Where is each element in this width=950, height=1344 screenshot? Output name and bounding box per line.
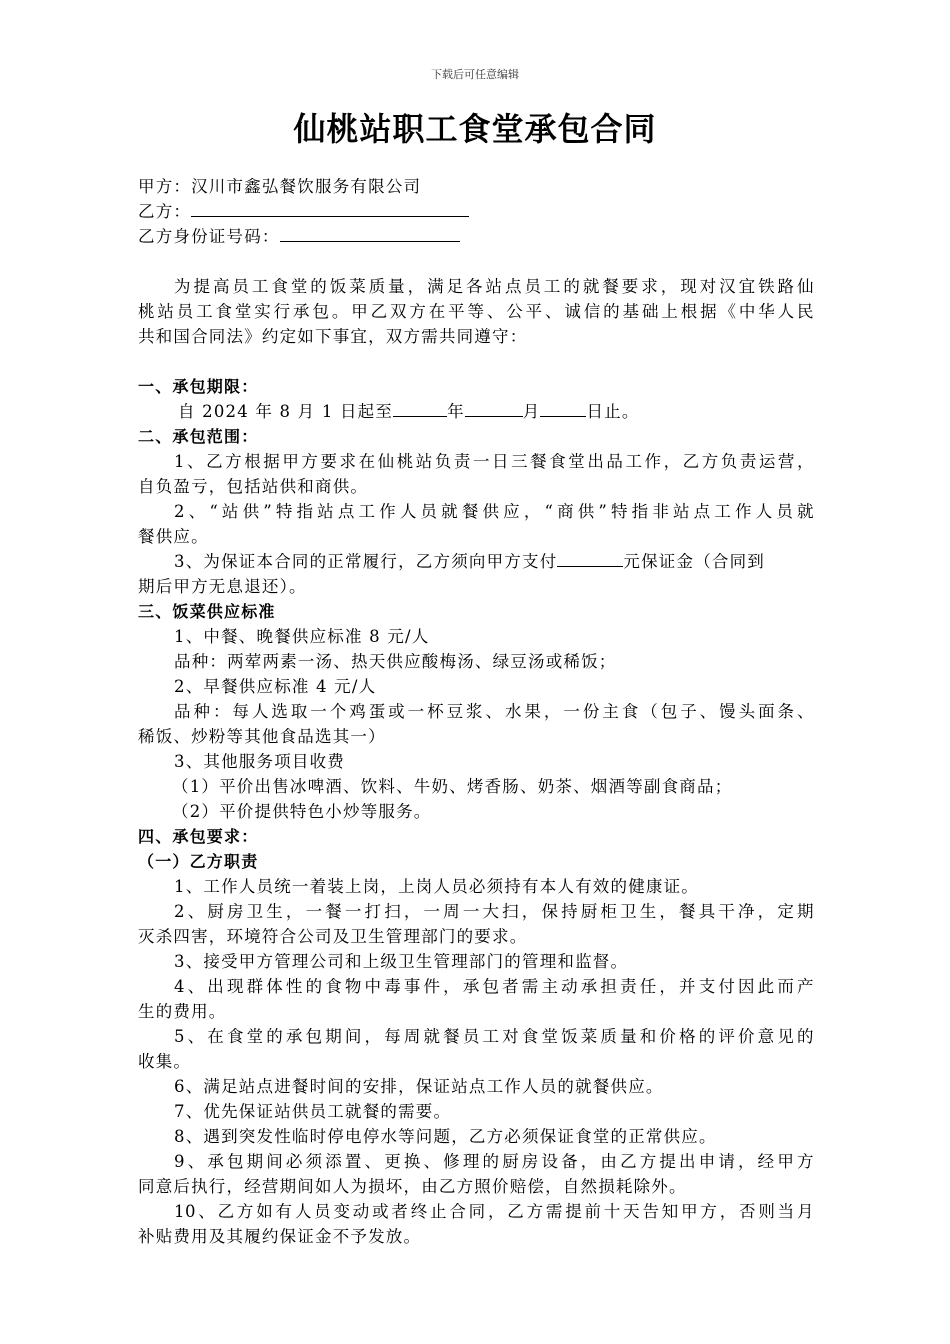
duty-item-cont: 生的费用。 [138,1002,227,1021]
party-b-id [138,224,814,249]
deposit-blank[interactable] [557,549,623,567]
party-b-blank[interactable] [191,199,469,217]
section-2-title: 二、承包范围： [138,427,259,446]
term-year-blank[interactable] [393,399,447,417]
party-b [138,199,814,224]
intro-line: 桃站员工食堂实行承包。甲乙双方在平等、公平、诚信的基础上根据《中华人民 [138,302,814,321]
section-3-title: 三、饭菜供应标准 [138,602,276,621]
intro-line: 为提高员工食堂的饭菜质量，满足各站点员工的就餐要求，现对汉宜铁路仙 [174,277,814,296]
duty-item-cont: 收集。 [138,1052,192,1071]
other-service-item: （2）平价提供特色小炒等服务。 [172,802,432,821]
duty-item-cont: 补贴费用及其履约保证金不予发放。 [138,1227,422,1246]
duty-item: 2、厨房卫生，一餐一打扫，一周一大扫，保持厨柜卫生，餐具干净，定期 [174,902,814,921]
duty-item: 9、承包期间必须添置、更换、修理的厨房设备，由乙方提出申请，经甲方 [174,1152,814,1171]
header-note: 下载后可任意编辑 [431,68,519,81]
duty-item: 3、接受甲方管理公司和上级卫生管理部门的管理和监督。 [174,952,629,971]
scope-item-2: 2、“站供”特指站点工作人员就餐供应，“商供”特指非站点工作人员就 [174,502,814,521]
intro-line: 共和国合同法》约定如下事宜，双方需共同遵守： [138,327,528,346]
standard-line: 2、早餐供应标准 4 元/人 [174,677,377,696]
duty-item: 10、乙方如有人员变动或者终止合同，乙方需提前十天告知甲方，否则当月 [174,1202,814,1221]
term-line: 自 2024 年 8 月 1 日起至 年 月 日止。 [138,399,814,424]
duty-item: 8、遇到突发性临时停电停水等问题，乙方必须保证食堂的正常供应。 [174,1127,717,1146]
document-title: 仙桃站职工食堂承包合同 [293,110,657,148]
document-body [138,174,814,1249]
duty-item: 1、工作人员统一着装上岗，上岗人员必须持有本人有效的健康证。 [174,877,699,896]
duty-item: 5、在食堂的承包期间，每周就餐员工对食堂饭菜质量和价格的评价意见的 [174,1027,814,1046]
intro-paragraph [138,274,814,349]
duty-item-cont: 同意后执行，经营期间如人为损坏，由乙方照价赔偿，自然损耗除外。 [138,1177,687,1196]
scope-item-1: 1、乙方根据甲方要求在仙桃站负责一日三餐食堂出品工作，乙方负责运营， [174,452,814,471]
other-service-item: （1）平价出售冰啤酒、饮料、牛奶、烤香肠、奶茶、烟酒等副食商品； [172,777,733,796]
party-b-id-blank[interactable] [280,224,460,242]
duty-item-cont: 灭杀四害，环境符合公司及卫生管理部门的要求。 [138,927,528,946]
other-services: 3、其他服务项目收费 [174,752,345,771]
standard-line: 1、中餐、晚餐供应标准 8 元/人 [174,627,430,646]
scope-item-3-cont: 期后甲方无息退还）。 [138,577,307,596]
party-a: 甲方：汉川市鑫弘餐饮服务有限公司 [138,177,422,196]
standard-line: 品种：两荤两素一汤、热天供应酸梅汤、绿豆汤或稀饭； [174,652,617,671]
term-day-blank[interactable] [540,399,586,417]
duty-item: 7、优先保证站供员工就餐的需要。 [174,1102,452,1121]
breakfast-variety-cont: 稀饭、炒粉等其他食品选其一） [138,727,386,746]
section-4-subtitle: （一）乙方职责 [138,852,259,871]
party-b-label: 乙方： [138,202,192,221]
section-1-title: 一、承包期限： [138,377,259,396]
duty-item: 4、出现群体性的食物中毒事件，承包者需主动承担责任，并支付因此而产 [174,977,814,996]
duty-item: 6、满足站点进餐时间的安排，保证站点工作人员的就餐供应。 [174,1077,664,1096]
party-b-id-label: 乙方身份证号码： [138,227,280,246]
term-month-blank[interactable] [465,399,523,417]
scope-item-1-cont: 自负盈亏，包括站供和商供。 [138,477,369,496]
scope-item-3: 3、为保证本合同的正常履行，乙方须向甲方支付 元保证金（合同到 [138,549,814,574]
scope-item-2-cont: 餐供应。 [138,527,209,546]
breakfast-variety: 品种：每人选取一个鸡蛋或一杯豆浆、水果，一份主食（包子、馒头面条、 [174,702,814,721]
section-4-title: 四、承包要求： [138,827,259,846]
